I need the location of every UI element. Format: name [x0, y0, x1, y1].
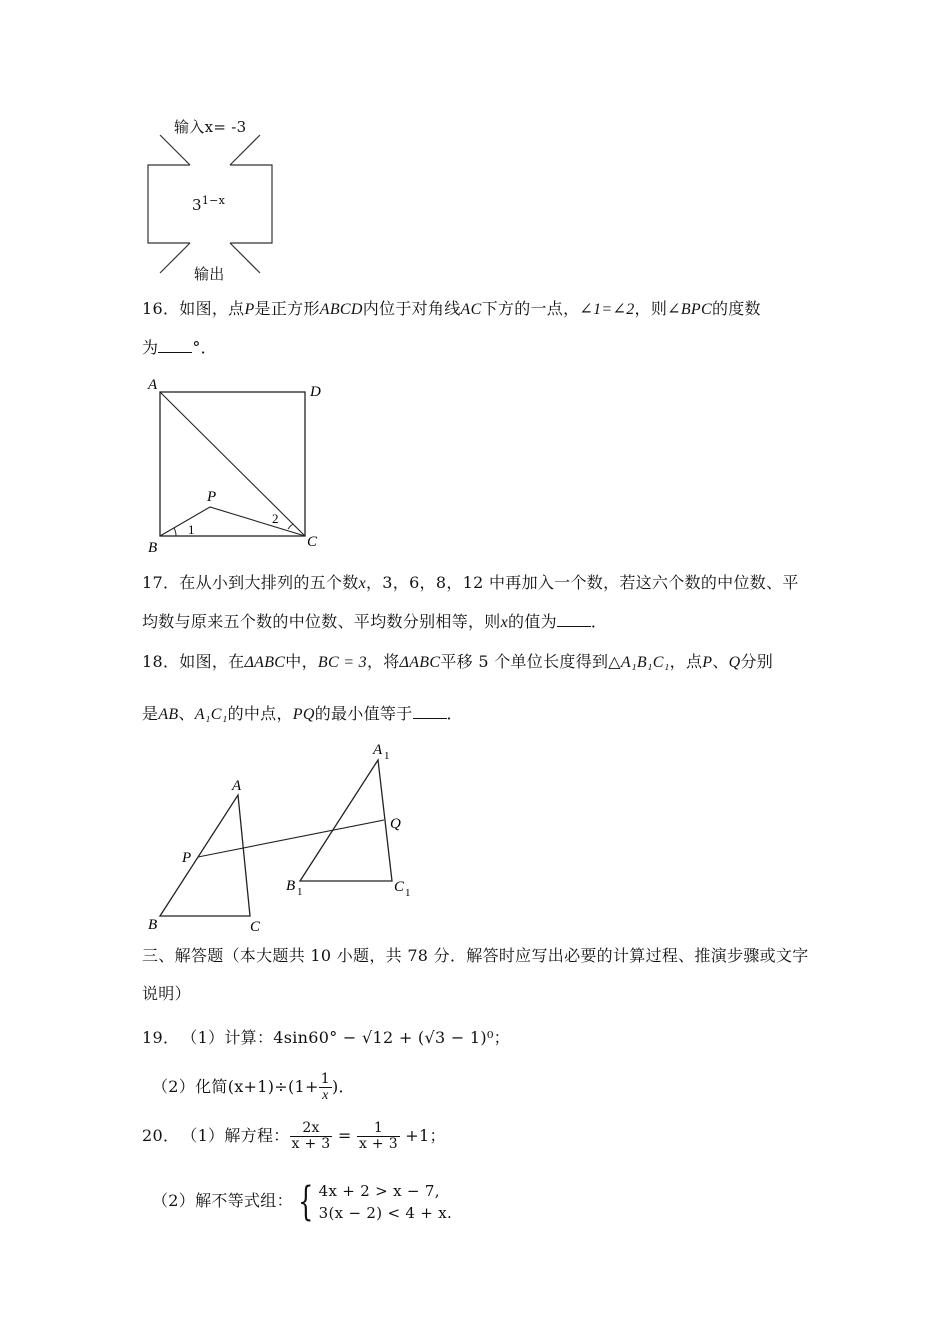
- label-p: P: [182, 850, 192, 866]
- q16-text: 如图，点: [179, 299, 245, 318]
- square-diagram: [140, 372, 340, 557]
- q16-text: 是正方形: [254, 299, 320, 318]
- q20-part1: [142, 1118, 446, 1158]
- label-b1-sub: 1: [297, 886, 303, 898]
- q18-text: 、: [712, 652, 729, 671]
- q18-answer-blank[interactable]: [413, 704, 447, 719]
- q17-text: ．: [590, 612, 608, 631]
- q19-part2-expression: )．: [331, 1077, 355, 1096]
- q18-text: 是: [142, 704, 159, 723]
- q18-text: ．: [446, 704, 463, 723]
- q19-fraction-denominator: x: [322, 1088, 329, 1103]
- q18-segment-ab: AB: [158, 706, 179, 723]
- q16-text: 内位于对角线: [362, 299, 461, 318]
- label-c: C: [250, 919, 261, 935]
- q20-inequality-1: 4x + 2 > x − 7,: [318, 1181, 440, 1200]
- label-b1: B: [286, 878, 296, 894]
- q19-part2: [152, 1071, 355, 1107]
- q16-line1: [142, 298, 761, 321]
- q17-line2: [142, 611, 607, 634]
- q20-part2-label: （2）解不等式组：: [152, 1191, 293, 1210]
- q16-text: 下方的一点，: [481, 299, 580, 318]
- q20-fraction-denominator: x + 3: [358, 1136, 398, 1152]
- q18-text: ，点: [669, 652, 703, 671]
- q19-part1-label: （1）计算：: [189, 1028, 274, 1047]
- q20-fraction-numerator: 2x: [290, 1121, 333, 1137]
- label-b: B: [148, 540, 158, 556]
- q16-number: 16．: [142, 299, 180, 318]
- brace-icon: {: [298, 1178, 314, 1225]
- q18-point-p: P: [702, 654, 713, 671]
- q18-segment-a1c1: A₁C₁: [194, 706, 228, 723]
- q17-text: 在从小到大排列的五个数: [179, 573, 359, 592]
- q16-text: °．: [192, 338, 217, 357]
- label-a1: A: [373, 742, 383, 758]
- label-q: Q: [390, 816, 401, 832]
- label-a: A: [148, 377, 158, 393]
- q16-text: 的度数: [711, 299, 761, 318]
- q19-part2-expression: (x+1)÷(1+: [227, 1077, 319, 1096]
- q16-text: ，则: [634, 299, 668, 318]
- q18-segment-pq: PQ: [292, 706, 315, 723]
- q16-figure: [140, 372, 340, 557]
- q19-part1-expression: 4sin60° − √12 + (√3 − 1)⁰；: [273, 1028, 510, 1047]
- q18-text: 的最小值等于: [314, 704, 413, 723]
- q18-text: 平移 5 个单位长度得到△: [440, 652, 621, 671]
- q18-triangle-a1b1c1: A₁B₁C₁: [620, 654, 670, 671]
- q20-part1-label: （1）解方程：: [189, 1126, 290, 1145]
- flowchart-output-label: 输出: [194, 265, 225, 283]
- flowchart-base: 3: [192, 196, 202, 214]
- q18-text: 、: [178, 704, 195, 723]
- q16-point-p: P: [244, 301, 255, 318]
- q16-angle-bpc: ∠BPC: [667, 301, 712, 318]
- q18-line1: [142, 651, 773, 674]
- label-b: B: [148, 917, 158, 933]
- q18-text: ，将: [366, 652, 400, 671]
- q17-number: 17．: [142, 573, 180, 592]
- q18-text: 分别: [740, 652, 774, 671]
- label-p: P: [207, 489, 217, 505]
- label-d: D: [310, 384, 321, 400]
- q18-line2: [142, 703, 463, 726]
- q18-triangle-abc: ΔABC: [244, 654, 286, 671]
- flowchart-expression: [192, 190, 225, 216]
- q16-diagonal-ac: AC: [460, 301, 482, 318]
- label-c1-sub: 1: [405, 887, 411, 899]
- section3-heading-line1: 三、解答题（本大题共 10 小题，共 78 分．解答时应写出必要的计算过程、推演步骤或文字: [142, 946, 809, 965]
- q18-text: 的中点，: [227, 704, 293, 723]
- q20-fraction-denominator: x + 3: [291, 1136, 331, 1152]
- q16-square-abcd: ABCD: [319, 301, 363, 318]
- label-c: C: [307, 534, 318, 550]
- flowchart-input-label: 输入x= -3: [174, 118, 247, 136]
- q17-text: ，3，6，8，12 中再加入一个数，若这六个数的中位数、平: [365, 573, 799, 592]
- q20-inequality-2: 3(x − 2) < 4 + x.: [318, 1203, 453, 1222]
- label-angle-1: 1: [188, 522, 195, 537]
- q19-fraction-numerator: 1: [320, 1071, 330, 1087]
- flowchart-figure: [140, 110, 290, 285]
- q17-answer-blank[interactable]: [557, 612, 591, 627]
- q17-text: 的值为: [508, 612, 557, 631]
- q18-bc-value: BC = 3: [317, 654, 367, 671]
- q18-number: 18．: [142, 652, 180, 671]
- label-a: A: [232, 778, 242, 794]
- q17-line1: [142, 572, 799, 595]
- q20-equals: =: [332, 1126, 357, 1145]
- q18-text: 中，: [285, 652, 318, 671]
- q20-plus-one: +1；: [399, 1126, 446, 1145]
- q18-point-q: Q: [728, 654, 741, 671]
- q16-answer-blank[interactable]: [158, 338, 192, 353]
- q17-text: 均数与原来五个数的中位数、平均数分别相等，则: [142, 612, 501, 631]
- q16-angle-equality: ∠1=∠2: [579, 301, 635, 318]
- q16-text: 为: [142, 338, 159, 357]
- q17-var-x: x: [358, 575, 366, 592]
- q18-text: 如图，在: [179, 652, 245, 671]
- q19-part1: [142, 1027, 510, 1049]
- q20-fraction-left: [290, 1121, 333, 1152]
- section3-heading-line2: 说明）: [142, 984, 191, 1003]
- label-angle-2: 2: [272, 511, 279, 526]
- q19-part2-label: （2）化简: [152, 1077, 228, 1096]
- label-c1: C: [394, 879, 405, 895]
- q20-number: 20．: [142, 1126, 180, 1145]
- q19-number: 19．: [142, 1028, 180, 1047]
- label-a1-sub: 1: [384, 750, 390, 762]
- q20-inequality-system: [319, 1180, 452, 1224]
- q18-figure: [140, 738, 430, 938]
- q20-fraction-right: [357, 1121, 400, 1152]
- q17-var-x: x: [500, 614, 509, 631]
- q16-line2: [142, 337, 217, 359]
- triangles-diagram: [140, 738, 430, 938]
- q19-fraction: [319, 1072, 332, 1103]
- q20-fraction-numerator: 1: [357, 1121, 400, 1137]
- q18-triangle-abc: ΔABC: [399, 654, 441, 671]
- flowchart-exponent: 1−x: [201, 194, 226, 207]
- q20-part2: [152, 1173, 452, 1229]
